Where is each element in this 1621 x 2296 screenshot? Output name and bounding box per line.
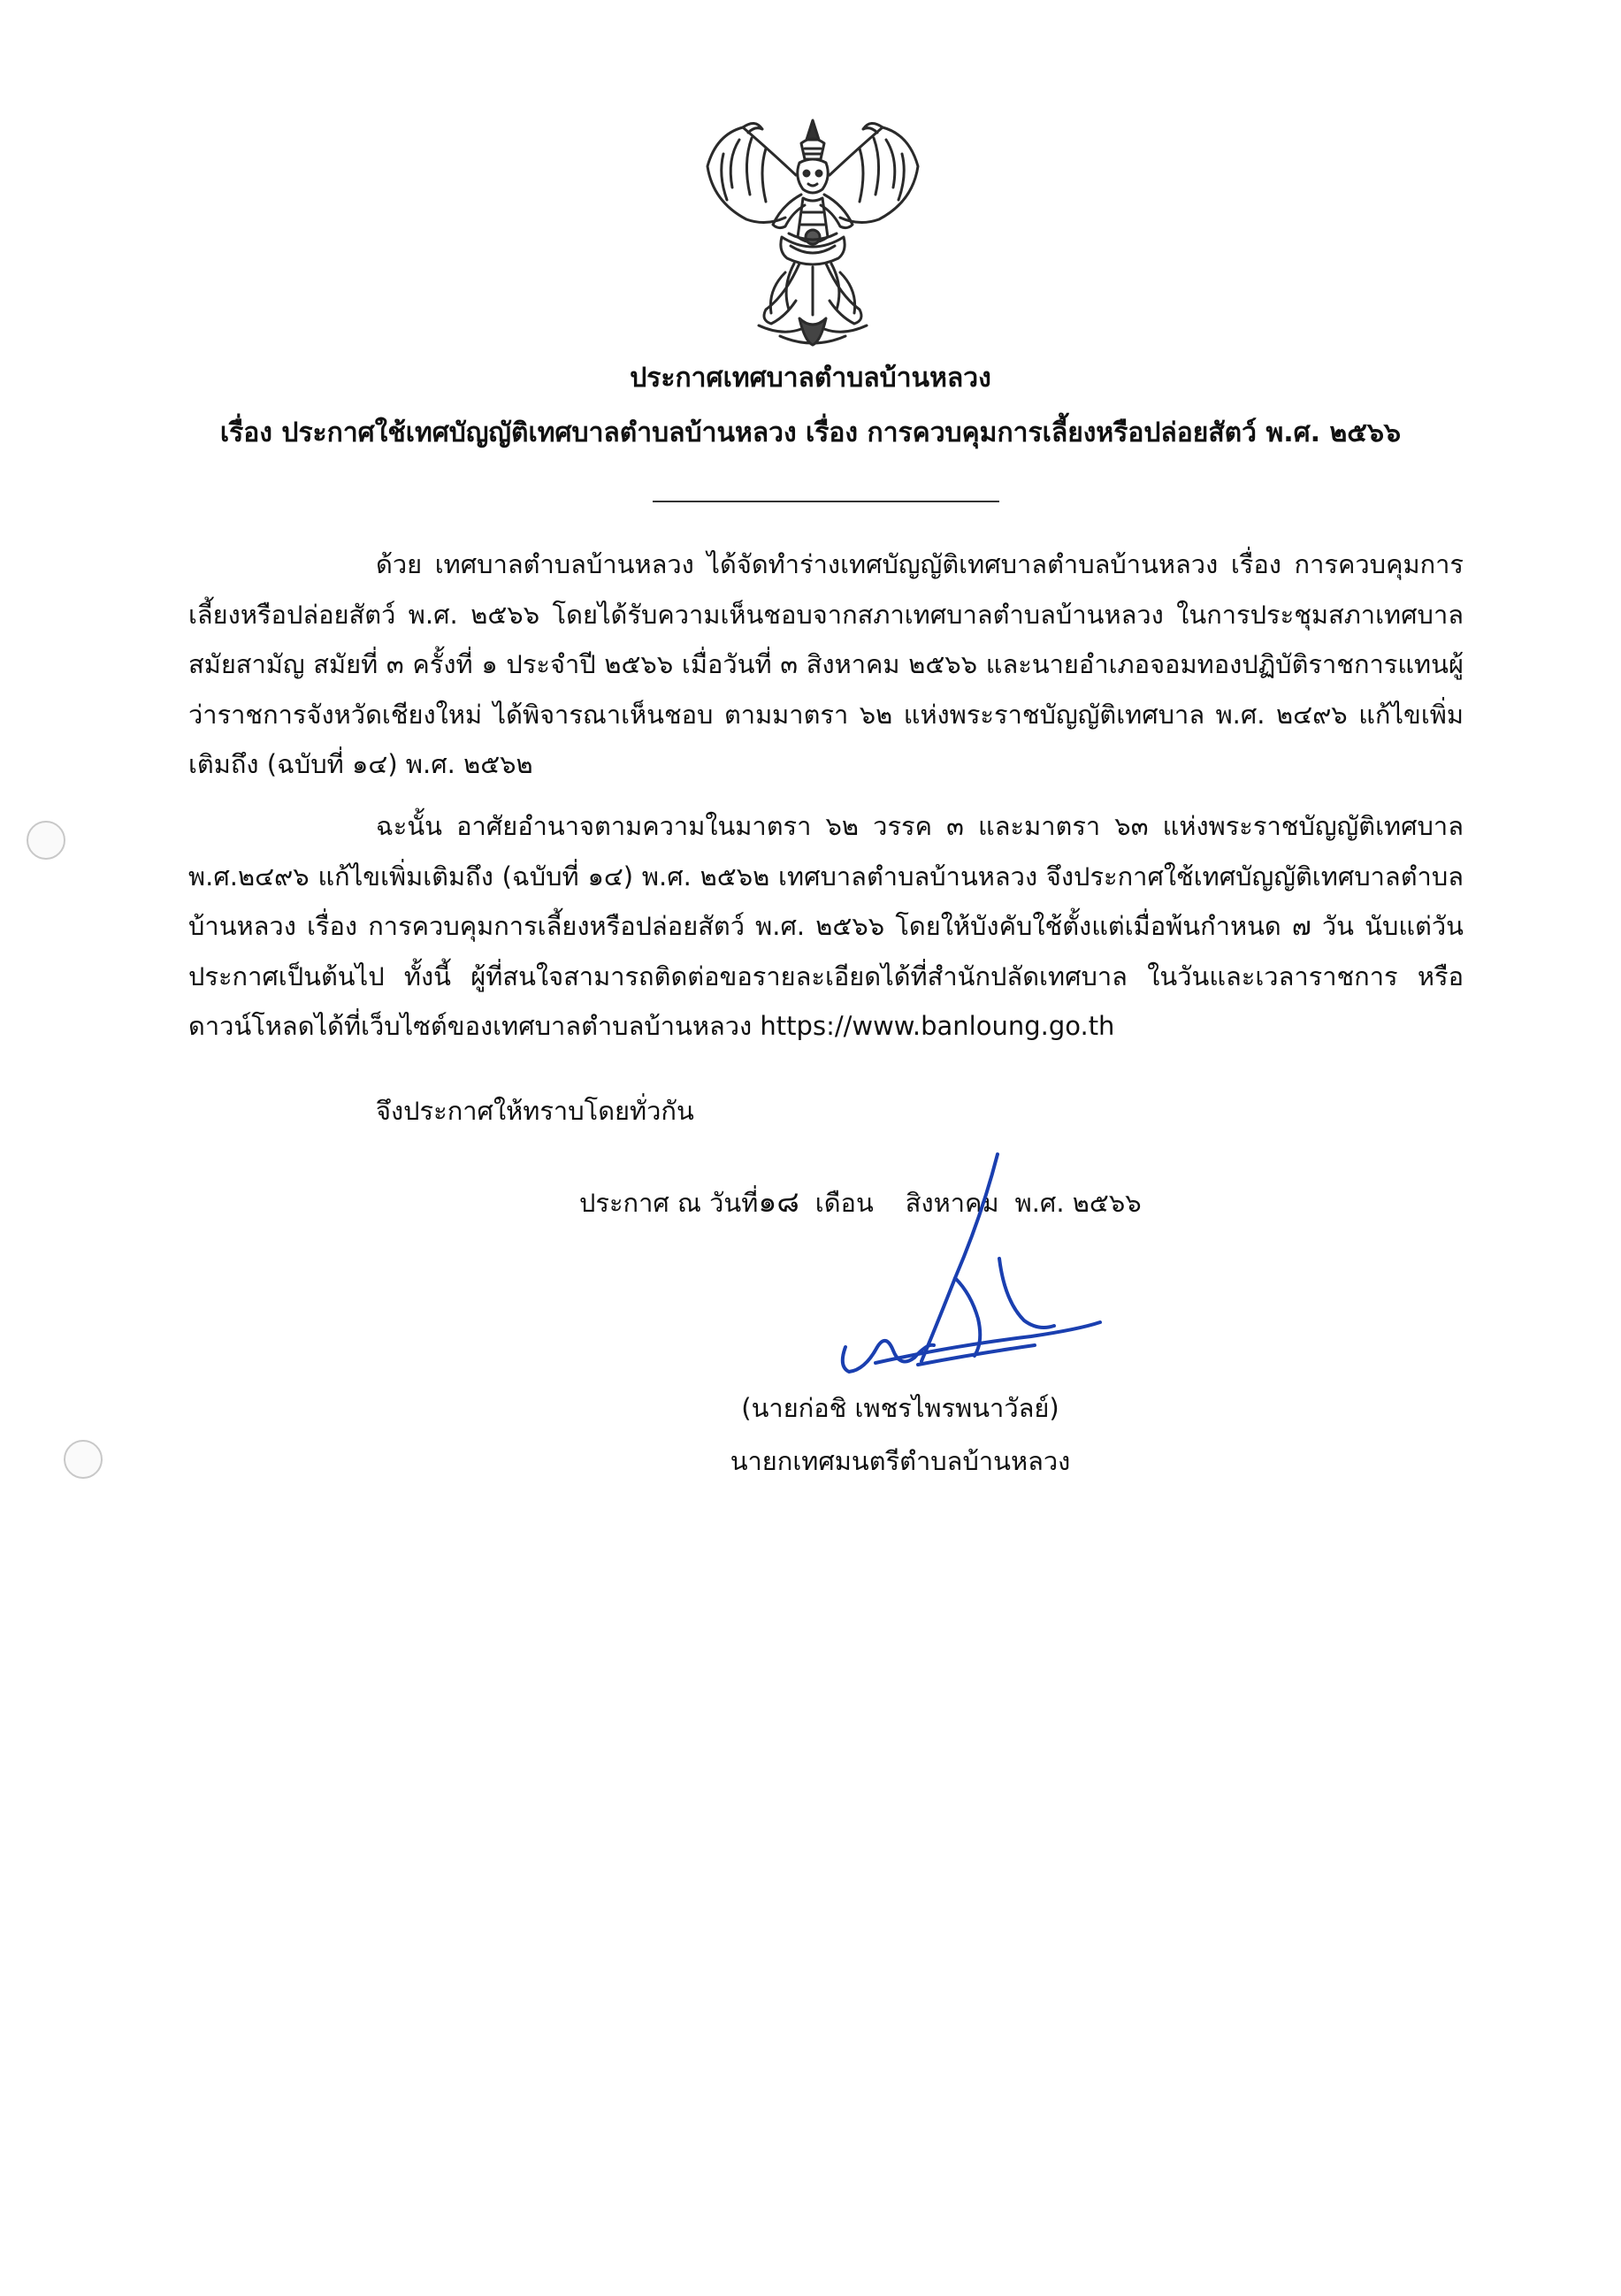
date-day: ๑๘ (758, 1184, 799, 1219)
date-prefix: ประกาศ ณ วันที่ (579, 1188, 759, 1218)
body-paragraph-2: ฉะนั้น อาศัยอำนาจตามความในมาตรา ๖๒ วรรค ๓ และมาตรา ๖๓ แห่งพระราชบัญญัติเทศบาล พ.ศ.๒๔๙๖ แก้ไขเพิ่มเติมถึง (ฉบับที่ ๑๔) พ.ศ. ๒๕๖๒ เทศบาลตำบลบ้านหลวง จึงประกาศใช้เทศบัญญัติเทศบาลตำบลบ้านหลวง เรื่อง การควบคุมการเลี้ยงหรือปล่อยสัตว์ พ.ศ. ๒๕๖๖ โดยให้บังคับใช้ตั้งแต่เมื่อพ้นกำหนด ๗ วัน นับแต่วันประกาศเป็นต้นไป ทั้งนี้ ผู้ที่สนใจสามารถติดต่อขอรายละเอียดได้ที่สำนักปลัดเทศบาล ในวันและเวลาราชการ หรือดาวน์โหลดได้ที่เว็บไซต์ของเทศบาลตำบลบ้านหลวง https://www.banloung.go.th (188, 811, 1464, 1041)
announcement-subject: เรื่อง ประกาศใช้เทศบัญญัติเทศบาลตำบลบ้านหลวง เรื่อง การควบคุมการเลี้ยงหรือปล่อยสัตว์ พ.ศ. ๒๕๖๖ (219, 417, 1402, 448)
date-month: สิงหาคม (905, 1188, 999, 1218)
garuda-emblem-icon (697, 113, 929, 350)
handwritten-signature (822, 1145, 1114, 1402)
announcement-title: ประกาศเทศบาลตำบลบ้านหลวง (630, 363, 991, 394)
punch-hole-bottom (64, 1440, 103, 1479)
body-paragraph-1: ด้วย เทศบาลตำบลบ้านหลวง ได้จัดทำร่างเทศบัญญัติเทศบาลตำบลบ้านหลวง เรื่อง การควบคุมการเลี้ยงหรือปล่อยสัตว์ พ.ศ. ๒๕๖๖ โดยได้รับความเห็นชอบจากสภาเทศบาลตำบลบ้านหลวง ในการประชุมสภาเทศบาล สมัยสามัญ สมัยที่ ๓ ครั้งที่ ๑ ประจำปี ๒๕๖๖ เมื่อวันที่ ๓ สิงหาคม ๒๕๖๖ และนายอำเภอจอมทองปฏิบัติราชการแทนผู้ว่าราชการจังหวัดเชียงใหม่ ได้พิจารณาเห็นชอบ ตามมาตรา ๖๒ แห่งพระราชบัญญัติเทศบาล พ.ศ. ๒๔๙๖ แก้ไขเพิ่มเติมถึง (ฉบับที่ ๑๔) พ.ศ. ๒๕๖๒ (188, 549, 1464, 779)
date-month-label: เดือน (814, 1188, 874, 1218)
title-divider (653, 501, 999, 502)
date-year: พ.ศ. ๒๕๖๖ (1014, 1188, 1142, 1218)
signatory-name: (นายก่อชิ เพชรไพรพนาวัลย์) (741, 1393, 1059, 1423)
signatory-position: นายกเทศมนตรีตำบลบ้านหลวง (730, 1446, 1071, 1476)
punch-hole-top (27, 821, 65, 860)
closing-statement: จึงประกาศให้ทราบโดยทั่วกัน (376, 1096, 694, 1126)
